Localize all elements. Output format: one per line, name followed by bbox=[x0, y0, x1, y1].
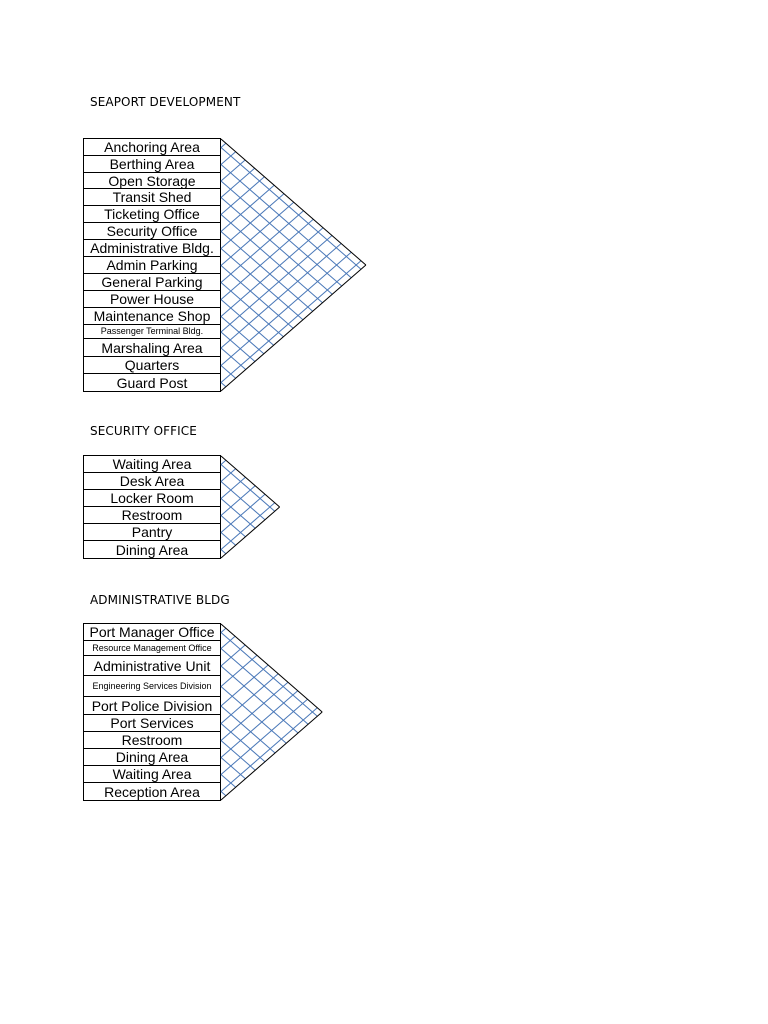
space-item: Waiting Area bbox=[84, 766, 220, 783]
matrix-grid-line bbox=[221, 215, 322, 303]
matrix-grid-line bbox=[221, 168, 255, 197]
space-item: Security Office bbox=[84, 223, 220, 240]
matrix-grid-line bbox=[221, 211, 304, 283]
matrix-grid-line bbox=[221, 165, 351, 278]
matrix-grid-line bbox=[221, 706, 275, 753]
space-item: Power House bbox=[84, 291, 220, 308]
space-item: Port Manager Office bbox=[84, 624, 220, 641]
matrix-grid-line bbox=[221, 691, 298, 758]
matrix-grid-line bbox=[221, 185, 274, 231]
space-item: Reception Area bbox=[104, 783, 200, 800]
matrix-grid-line bbox=[221, 792, 226, 796]
matrix-grid-line bbox=[221, 682, 288, 740]
space-item: Quarters bbox=[84, 357, 220, 374]
space-item: Restroom bbox=[84, 732, 220, 749]
space-item: Guard Post bbox=[116, 374, 188, 391]
space-item: Locker Room bbox=[84, 490, 220, 507]
space-item: Pantry bbox=[84, 524, 220, 541]
space-item: Anchoring Area bbox=[84, 139, 220, 156]
matrix-grid-line bbox=[221, 244, 341, 349]
space-item: Port Police Division bbox=[84, 697, 220, 715]
space-item: Dining Area bbox=[84, 749, 220, 766]
matrix-grid-line bbox=[221, 665, 268, 706]
space-item: Engineering Services Division bbox=[84, 676, 220, 697]
matrix-outline bbox=[221, 624, 322, 712]
section-title: SECURITY OFFICE bbox=[90, 424, 197, 438]
matrix-grid-line bbox=[221, 383, 226, 387]
space-item: Admin Parking bbox=[84, 257, 220, 274]
space-item: Berthing Area bbox=[84, 156, 220, 173]
space-item: Ticketing Office bbox=[84, 206, 220, 223]
matrix-grid-line bbox=[221, 232, 313, 312]
matrix-grid-line bbox=[221, 177, 264, 215]
space-item: Administrative Bldg. bbox=[84, 240, 220, 257]
matrix-grid-line bbox=[221, 317, 264, 354]
matrix-grid-line bbox=[221, 160, 245, 181]
section-title: ADMINISTRATIVE BLDG bbox=[90, 593, 230, 607]
matrix-grid-line bbox=[221, 486, 255, 516]
matrix-grid-line bbox=[221, 708, 317, 792]
matrix-grid-line bbox=[221, 194, 284, 249]
space-item: Desk Area bbox=[84, 473, 220, 490]
matrix-grid-line bbox=[221, 460, 226, 464]
matrix-grid-line bbox=[221, 249, 303, 320]
matrix-grid-line bbox=[221, 261, 361, 383]
space-item: General Parking bbox=[84, 274, 220, 291]
space-item: Administrative Unit bbox=[84, 656, 220, 676]
matrix-grid-line bbox=[221, 758, 245, 779]
matrix-grid-line bbox=[221, 477, 245, 498]
matrix-grid-line bbox=[221, 628, 226, 632]
matrix-grid-line bbox=[221, 143, 226, 147]
space-item: Marshaling Area bbox=[84, 339, 220, 357]
space-item: Passenger Terminal Bldg. bbox=[84, 325, 220, 339]
matrix-grid-line bbox=[221, 645, 245, 666]
matrix-grid-line bbox=[221, 202, 294, 265]
space-item: Transit Shed bbox=[84, 189, 220, 206]
space-item: Dining Area bbox=[115, 541, 189, 558]
space-item: Waiting Area bbox=[84, 456, 220, 473]
matrix-grid-line bbox=[221, 550, 226, 554]
matrix-grid-line bbox=[221, 252, 351, 365]
matrix-grid-line bbox=[221, 283, 283, 337]
matrix-grid-line bbox=[221, 181, 342, 286]
matrix-grid-line bbox=[221, 516, 245, 537]
matrix-grid-line bbox=[221, 699, 308, 774]
matrix-outline bbox=[221, 456, 280, 507]
space-item: Port Services bbox=[84, 715, 220, 732]
space-item: Maintenance Shop bbox=[84, 308, 220, 325]
section-title: SEAPORT DEVELOPMENT bbox=[90, 95, 241, 109]
space-item: Open Storage bbox=[84, 173, 220, 189]
matrix-grid-line bbox=[221, 649, 308, 725]
matrix-outline bbox=[221, 507, 280, 558]
matrix-outline bbox=[221, 712, 322, 800]
space-item: Restroom bbox=[84, 507, 220, 524]
matrix-grid-line bbox=[221, 348, 246, 370]
space-item: Resource Management Office bbox=[84, 641, 220, 656]
matrix-grid-line bbox=[221, 148, 361, 270]
matrix-grid-line bbox=[221, 266, 293, 329]
matrix-grid-line bbox=[221, 219, 313, 299]
